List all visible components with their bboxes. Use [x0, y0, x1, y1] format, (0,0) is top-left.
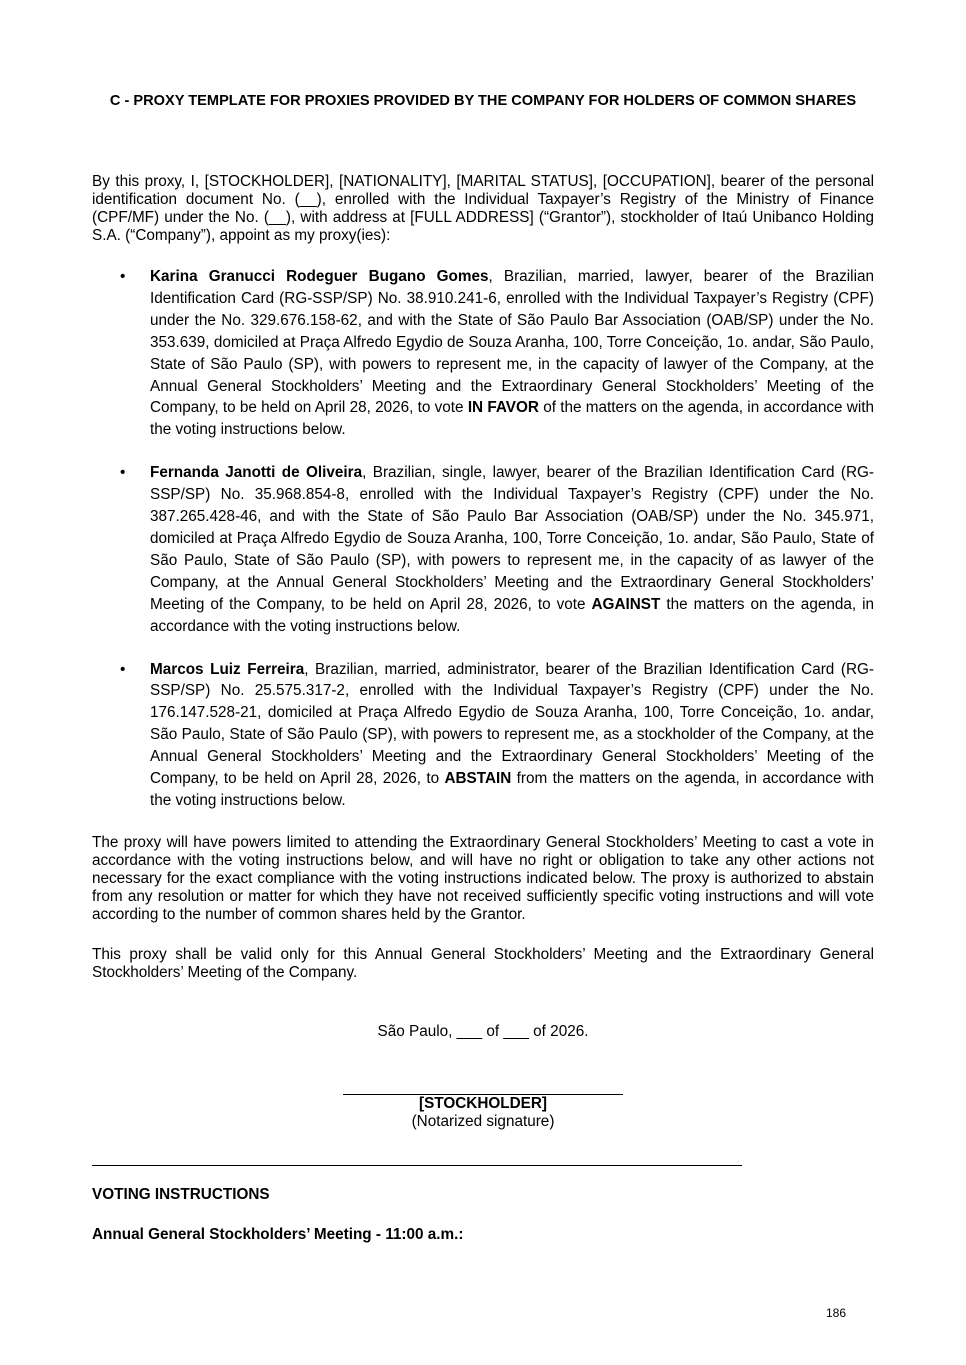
validity-paragraph: This proxy shall be valid only for this Annual General Stockholders’ Meeting and the Extraordinary General Stockholders’ Meeting of the Company.: [92, 946, 874, 981]
proxy-vote: AGAINST: [591, 595, 661, 613]
signature-note: (Notarized signature): [411, 1113, 555, 1130]
bullet-icon: •: [120, 268, 126, 285]
intro-paragraph: By this proxy, I, [STOCKHOLDER], [NATIONALITY], [MARITAL STATUS], [OCCUPATION], bearer of the personal identification document No. (__), enrolled with the Individual Taxpayer’s Registry of the Ministry of Finance (CPF/MF) under the No. (__), with address at [FULL ADDRESS] (“Grantor”), stockholder of Itaú Unibanco Holding S.A. (“Company”), appoint as my proxy(ies):: [92, 173, 874, 244]
bullet-icon: •: [120, 660, 126, 678]
proxy-item-3: [92, 659, 874, 812]
agm-heading: Annual General Stockholders’ Meeting - 11:00 a.m.:: [92, 1226, 464, 1243]
bullet-icon: •: [120, 464, 126, 482]
page-number: 186: [826, 1306, 847, 1320]
proxy-vote: IN FAVOR: [467, 399, 539, 417]
document-title: C - PROXY TEMPLATE FOR PROXIES PROVIDED BY THE COMPANY FOR HOLDERS OF COMMON SHARES: [109, 93, 857, 109]
voting-instructions-heading: VOTING INSTRUCTIONS: [92, 1186, 270, 1203]
proxy-details: , Brazilian, married, administrator, bearer of the Brazilian Identification Card (RG-SSP/SP) No. 25.575.317-2, enrolled with the Individual Taxpayer’s Registry (CPF) under the No. 176.147.528-21, domiciled at Praça Alfredo Egydio de Souza Aranha, 100, Torre Conceição, 1o. andar, São Paulo, State of São Paulo (SP), with powers to represent me, as a stockholder of the Company, at the Annual General Stockholders’ Meeting and the Extraordinary General Stockholders’ Meeting of the Company, to be held on April 28, 2026, to: [150, 660, 874, 788]
proxy-name: Karina Granucci Rodeguer Bugano Gomes: [150, 268, 489, 285]
place-date: São Paulo, ___ of ___ of 2026.: [377, 1023, 589, 1040]
proxy-details-end: from the matters on the agenda, in accordance with the voting instructions below.: [150, 770, 874, 809]
section-divider: [92, 1165, 742, 1166]
proxy-name: Fernanda Janotti de Oliveira: [150, 464, 363, 482]
signature-name: [STOCKHOLDER]: [418, 1095, 548, 1112]
proxy-details: , Brazilian, married, lawyer, bearer of the Brazilian Identification Card (RG-SSP/SP) No. 38.910.241-6, enrolled with the Individual Taxpayer’s Registry (CPF) under the No. 329.676.158-62, and with the State of São Paulo Bar Association (OAB/SP) under the No. 353.639, domiciled at Praça Alfredo Egydio de Souza Aranha, 100, Torre Conceição, 1o. andar, São Paulo, State of São Paulo (SP), with powers to represent me, in the capacity of lawyer of the Company, at the Annual General Stockholders’ Meeting and the Extraordinary General Stockholders’ Meeting of the Company, to be held on April 28, 2026, to vote: [150, 268, 874, 417]
proxy-vote: ABSTAIN: [444, 770, 512, 788]
proxy-item-1: [92, 266, 874, 441]
powers-paragraph: The proxy will have powers limited to attending the Extraordinary General Stockholders’ Meeting to cast a vote in accordance with the voting instructions below, and will have no right or obligation to take any other actions not necessary for the exact compliance with the voting instructions indicated below. The proxy is authorized to abstain from any resolution or matter for which they have not received sufficiently specific voting instructions and will vote according to the number of common shares held by the Grantor.: [92, 834, 874, 923]
proxy-details-end: of the matters on the agenda, in accordance with the voting instructions below.: [150, 399, 875, 439]
proxy-details-end: the matters on the agenda, in accordance with the voting instructions below.: [150, 595, 874, 635]
proxy-name: Marcos Luiz Ferreira: [150, 660, 305, 678]
proxy-list: [92, 266, 874, 812]
proxy-item-2: [92, 462, 874, 637]
proxy-details: , Brazilian, single, lawyer, bearer of the Brazilian Identification Card (RG-SSP/SP) No. 35.968.854-8, enrolled with the Individual Taxpayer’s Registry (CPF) under the No. 387.265.428-46, and with the State of São Paulo Bar Association (OAB/SP) under the No. 345.971, domiciled at Praça Alfredo Egydio de Souza Aranha, 100, Torre Conceição, 1o. andar, São Paulo, State of São Paulo, State of São Paulo (SP), with powers to represent me, in the capacity of as lawyer of the Company, at the Annual General Stockholders’ Meeting and the Extraordinary General Stockholders’ Meeting of the Company, to be held on April 28, 2026, to vote: [150, 464, 874, 613]
